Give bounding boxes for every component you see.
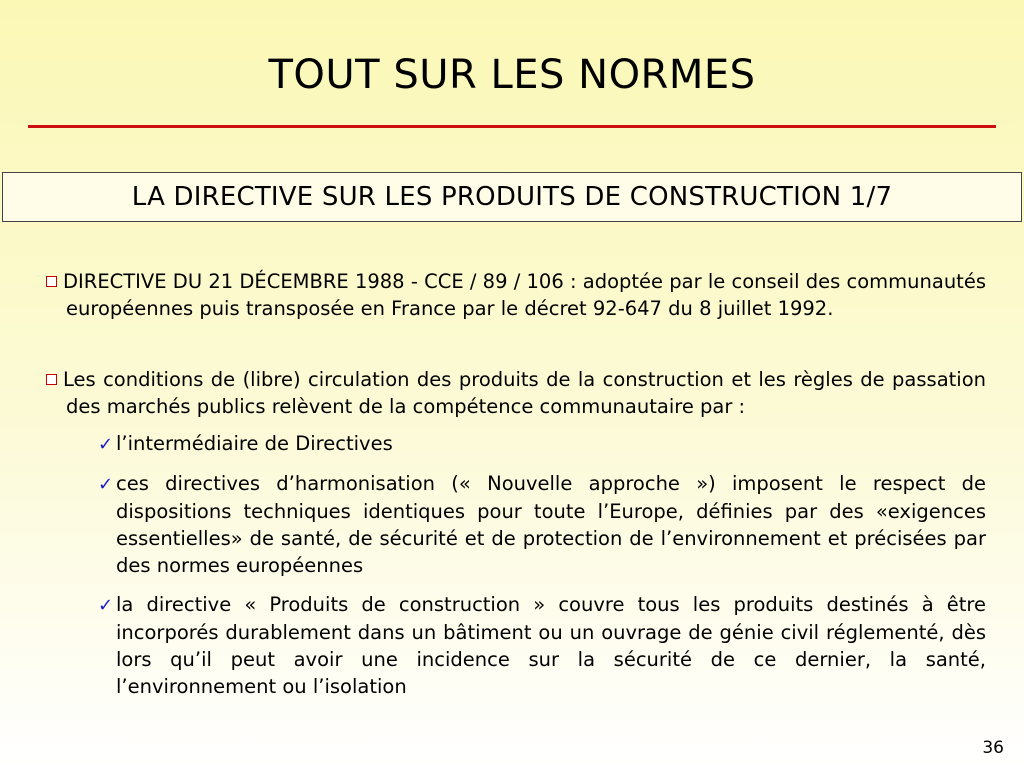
paragraph-text: DIRECTIVE DU 21 DÉCEMBRE 1988 - CCE / 89 / 106 : adoptée par le conseil des communautés européennes puis transposée en France par le décret 92-647 du 8 juillet 1992.: [63, 270, 986, 320]
list-item: [98, 470, 986, 579]
slide-title: TOUT SUR LES NORMES: [268, 52, 756, 98]
list-item: [98, 430, 986, 458]
checkmark-icon: ✓: [98, 595, 114, 616]
checkmark-icon: ✓: [98, 474, 114, 495]
checkmark-icon: ✓: [98, 434, 114, 455]
section-header: LA DIRECTIVE SUR LES PRODUITS DE CONSTRUCTION 1/7: [131, 182, 893, 212]
section-header-box: [2, 172, 1022, 222]
paragraph-directive: [46, 268, 986, 322]
slide-body: [46, 268, 986, 700]
list-item-text: la directive « Produits de construction » couvre tous les produits destinés à être incorporés durablement dans un bâtiment ou un ouvrage de génie civil réglementé, dès lors qu’il peut avoir une incidence sur la sécurité de ce dernier, la santé, l’environnement ou l’isolation: [116, 593, 986, 698]
list-item-text: ces directives d’harmonisation (« Nouvelle approche ») imposent le respect de dispositions techniques identiques pour toute l’Europe, définies par des «exigences essentielles» de santé, de sécurité et de protection de l’environnement et précisées par des normes européennes: [116, 472, 986, 577]
square-bullet-icon: [46, 276, 57, 287]
paragraph-text: Les conditions de (libre) circulation des produits de la construction et les règles de passation des marchés publics relèvent de la compétence communautaire par :: [63, 368, 986, 418]
square-bullet-icon: [46, 374, 57, 385]
list-item-text: l’intermédiaire de Directives: [116, 432, 393, 455]
paragraph-conditions: [46, 366, 986, 420]
title-divider: [28, 125, 996, 128]
list-item: [98, 591, 986, 700]
page-number: 36: [982, 738, 1004, 758]
